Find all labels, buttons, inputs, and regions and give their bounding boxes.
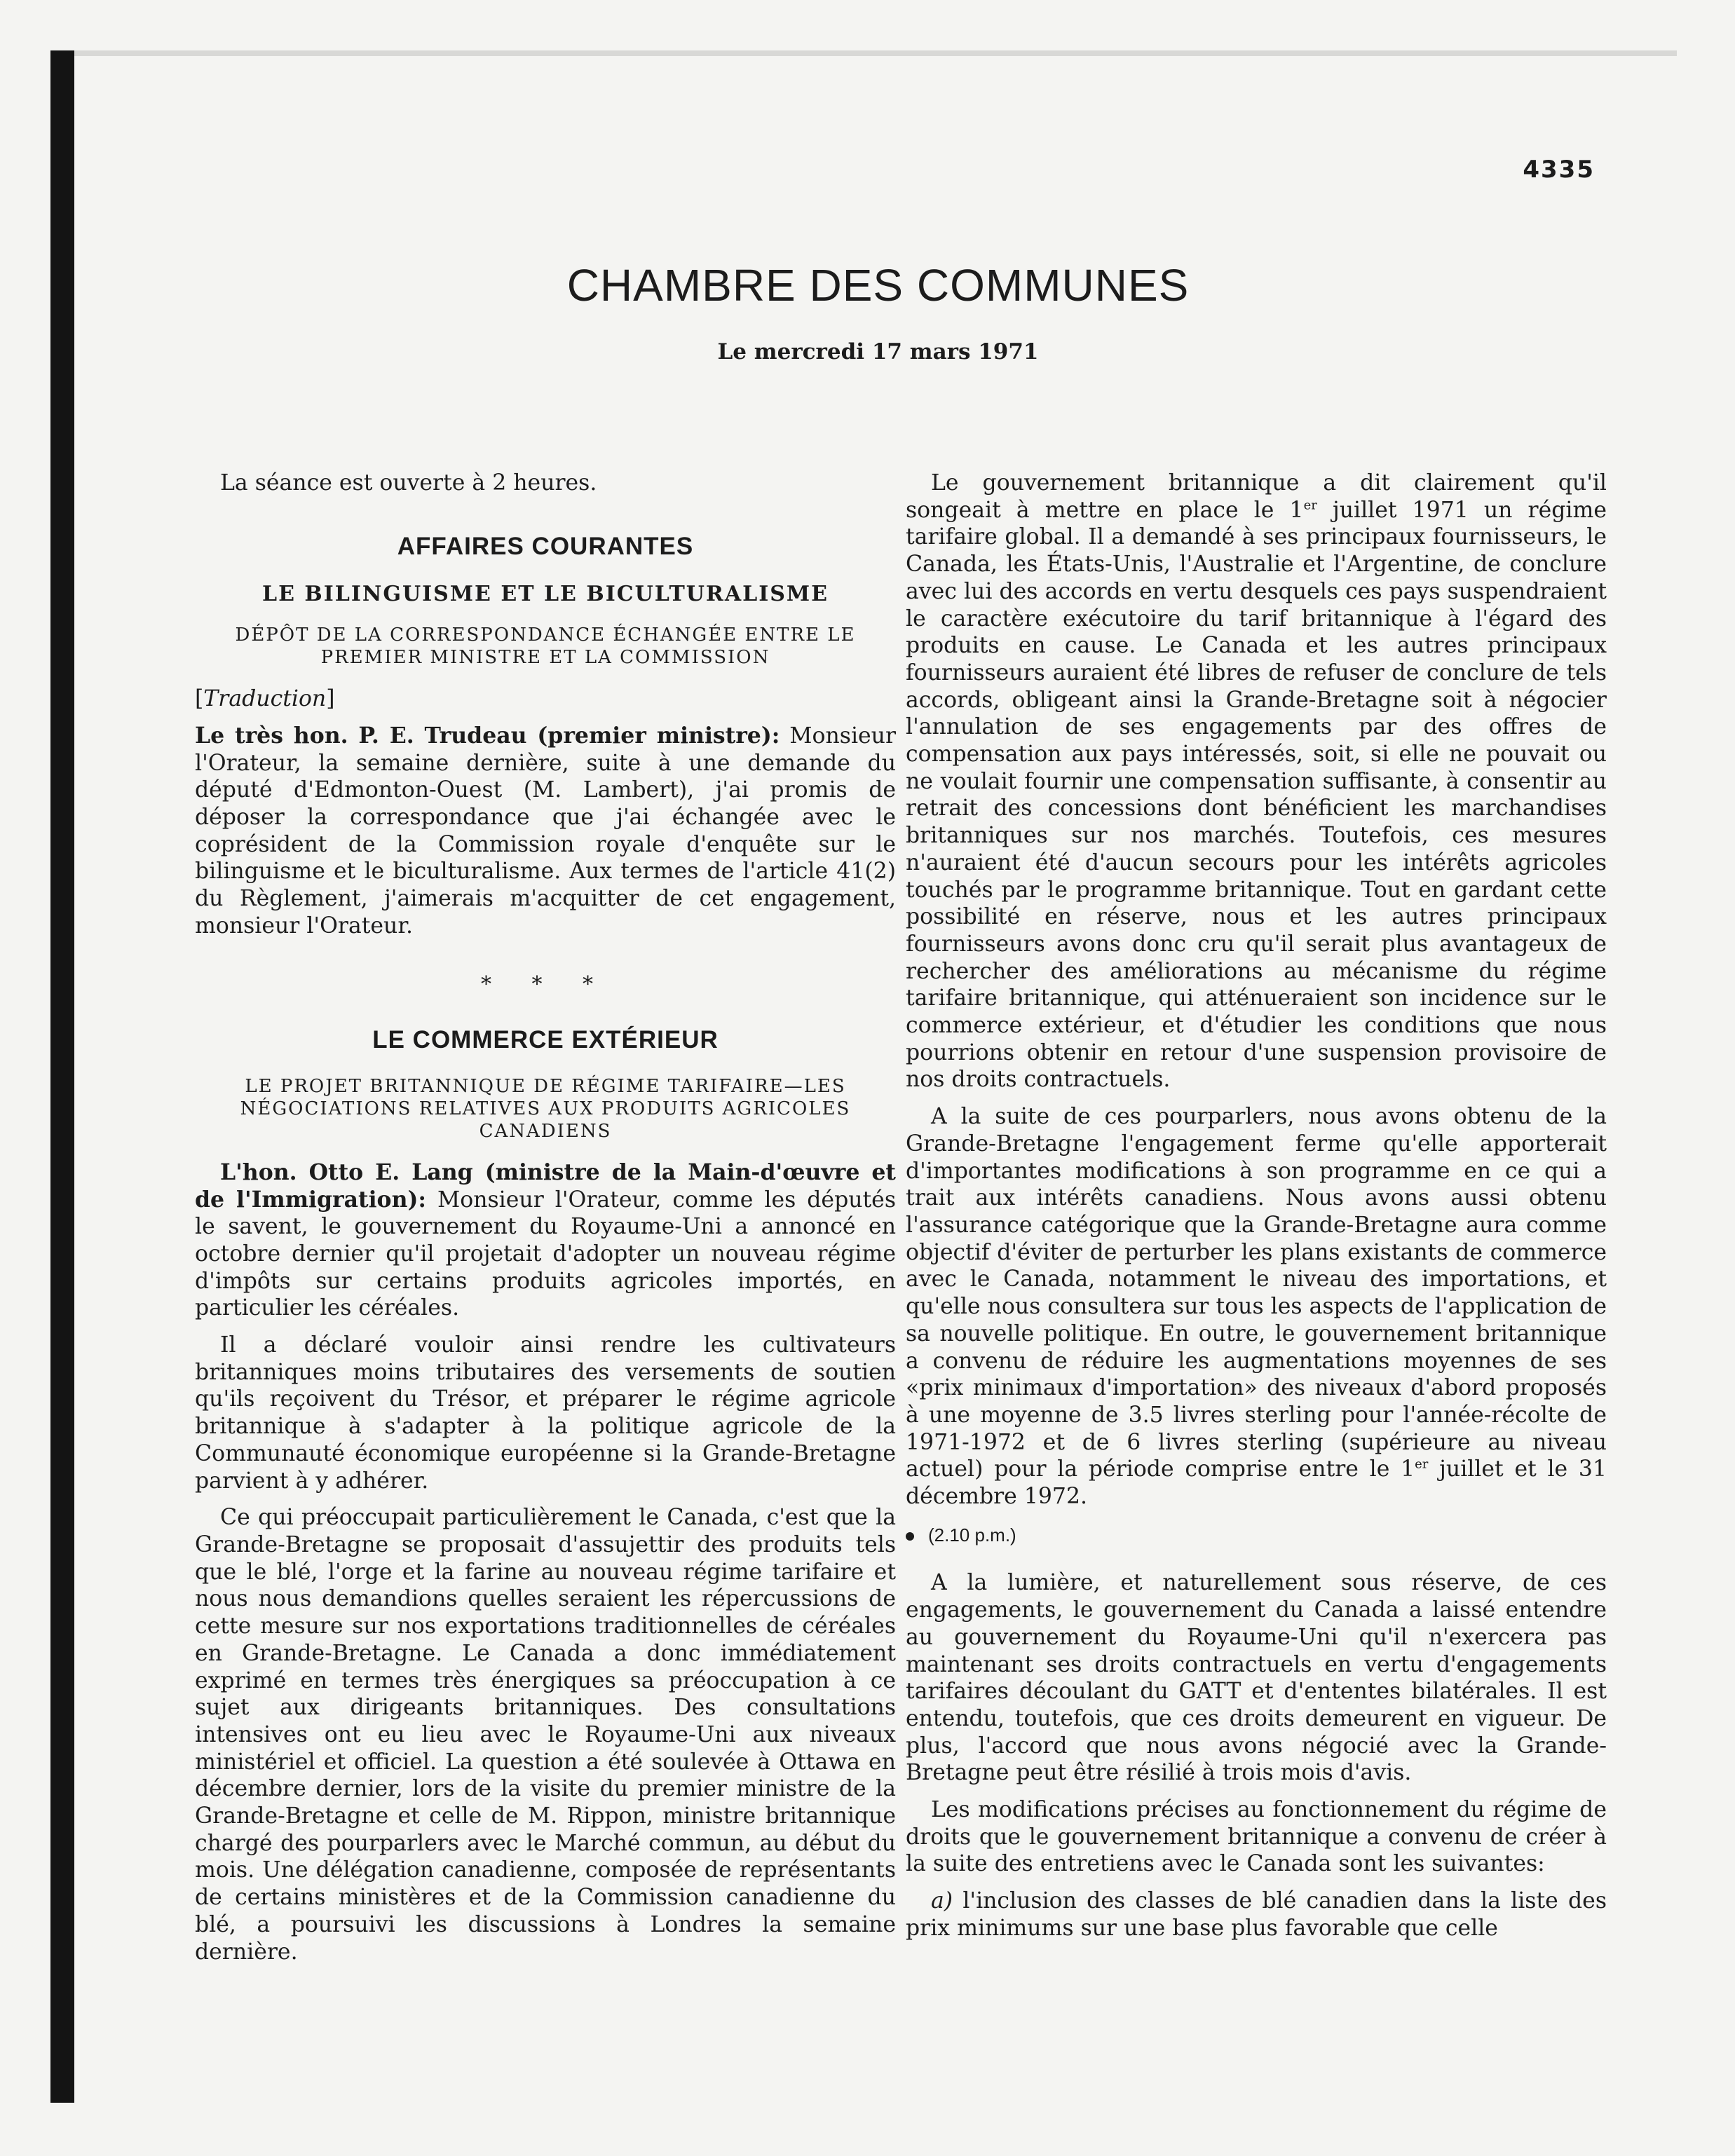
speech-trudeau	[195, 723, 896, 940]
paragraph-right-1-b: juillet 1971 un régime tarifaire global. Il a demandé à ses principaux fournisseurs, le Canada, les États-Unis, l'Australie et l'Argentine, de conclure avec lui des accords en vertu desquels ces pays suspendraient le caractère exécutoire du tarif britannique à l'égard des produits en cause. Le Canada et les autres principaux fournisseurs auraient été libres de refuser de conclure de tels accords, obligeant ainsi la Grande-Bretagne soit à négocier l'annulation de ses engagements par des offres de compensation aux pays intéressés, soit, si elle ne pouvait ou ne voulait fournir une compensation suffisante, à consentir au retrait des concessions dont bénéficient les marchandises britanniques sur nos marchés. Toutefois, ces mesures n'auraient été d'aucun secours pour les intérêts agricoles touchés par le programme britannique. Tout en gardant cette possibilité en réserve, nous et les autres principaux fournisseurs avons donc cru qu'il serait plus avantageux de rechercher des améliorations au mécanisme du régime tarifaire britannique, qui atténueraient son incidence sur le commerce extérieur, et d'étudier les conditions que nous pourrions obtenir en retour d'une suspension provisoire de nos droits contractuels.	[906, 497, 1607, 1093]
left-column	[195, 470, 896, 1965]
translation-word: Traduction	[203, 686, 327, 712]
section-heading-commerce-exterieur: LE COMMERCE EXTÉRIEUR	[372, 1026, 719, 1054]
speech-trudeau-text: Monsieur l'Orateur, la semaine dernière, suite à une demande du député d'Edmonton-Ouest (M. Lambert), j'ai promis de déposer la correspondance que j'ai échangée avec le coprésident de la Commission royale d'enquête sur le bilinguisme et le biculturalisme. Aux termes de l'article 41(2) du Règlement, j'aimerais m'acquitter de cet engagement, monsieur l'Orateur.	[195, 723, 897, 939]
masthead-title: CHAMBRE DES COMMUNES	[566, 260, 1190, 311]
translation-note	[195, 685, 896, 713]
speech-lang-text: Monsieur l'Orateur, comme les députés le savent, le gouvernement du Royaume-Uni a annoncé en octobre dernier qu'il projetait d'adopter un nouveau régime d'impôts sur certains produits agricoles importés, en particulier les céréales.	[195, 1187, 896, 1321]
speaker-trudeau: Le très hon. P. E. Trudeau (premier ministre):	[195, 722, 780, 749]
paragraph-right-2	[906, 1103, 1607, 1510]
list-item-a-label: a)	[931, 1888, 953, 1914]
subheading-projet-britannique: LE PROJET BRITANNIQUE DE RÉGIME TARIFAIRE—LES NÉGOCIATIONS RELATIVES AUX PRODUITS AGRICOLES CANADIENS	[240, 1075, 851, 1142]
paragraph-lang-2: Il a déclaré vouloir ainsi rendre les cultivateurs britanniques moins tributaires des versements de soutien qu'ils reçoivent du Trésor, et préparer le régime agricole britannique à s'adapter à la politique agricole de la Communauté économique européenne si la Grande-Bretagne parvient à y adhérer.	[195, 1332, 896, 1494]
scan-top-edge	[50, 50, 1677, 56]
timestamp	[906, 1522, 1607, 1549]
paragraph-right-3: A la lumière, et naturellement sous réserve, de ces engagements, le gouvernement du Canada a laissé entendre au gouvernement du Royaume-Uni qu'il n'exercera pas maintenant ses droits contractuels en vertu d'engagements tarifaires découlant du GATT et d'ententes bilatérales. Il est entendu, toutefois, que ces droits demeurent en vigueur. De plus, l'accord que nous avons négocié avec la Grande-Bretagne peut être résilié à trois mois d'avis.	[906, 1570, 1607, 1786]
speech-lang	[195, 1159, 896, 1322]
right-column	[906, 470, 1607, 1942]
list-item-a-text: l'inclusion des classes de blé canadien dans la liste des prix minimums sur une base plus favorable que celle	[906, 1888, 1607, 1941]
section-heading-affaires-courantes: AFFAIRES COURANTES	[397, 532, 694, 560]
masthead	[175, 259, 1581, 364]
bullet-icon	[906, 1532, 914, 1541]
bracket-open: [	[195, 686, 204, 712]
paragraph-right-2-b: juillet et le 31 décembre 1972.	[906, 1456, 1607, 1510]
sitting-date: Le mercredi 17 mars 1971	[717, 339, 1039, 364]
opening-line: La séance est ouverte à 2 heures.	[220, 470, 597, 496]
bracket-close: ]	[326, 686, 335, 712]
topic-heading-bilinguisme: LE BILINGUISME ET LE BICULTURALISME	[261, 582, 829, 607]
speaker-lang: L'hon. Otto E. Lang (ministre de la Main-d'œuvre et de l'Immigration):	[195, 1159, 896, 1213]
ordinal-sup: er	[1415, 1456, 1429, 1472]
list-item-a	[906, 1888, 1607, 1942]
page-number: 4335	[1523, 156, 1595, 184]
paragraph-right-1	[906, 470, 1607, 1093]
paragraph-lang-3: Ce qui préoccupait particulièrement le Canada, c'est que la Grande-Bretagne se proposait d'assujettir des produits tels que le blé, l'orge et la farine au nouveau régime tarifaire et nous nous demandions quelles seraient les répercussions de cette mesure sur nos exportations traditionnelles de céréales en Grande-Bretagne. Le Canada a donc immédiatement exprimé en termes très énergiques sa préoccupation à ce sujet aux dirigeants britanniques. Des consultations intensives ont eu lieu avec le Royaume-Uni aux niveaux ministériel et officiel. La question a été soulevée à Ottawa en décembre dernier, lors de la visite du premier ministre de la Grande-Bretagne et celle de M. Rippon, ministre britannique chargé des pourparlers avec le Marché commun, au début du mois. Une délégation canadienne, composée de représentants de certains ministères et de la Commission canadienne du blé, a poursuivi les discussions à Londres la semaine dernière.	[195, 1505, 896, 1965]
scan-binding-edge	[50, 50, 74, 2103]
timestamp-text: (2.10 p.m.)	[928, 1524, 1016, 1546]
ordinal-sup: er	[1303, 498, 1317, 513]
section-separator: * * *	[480, 972, 611, 997]
paragraph-right-2-a: A la suite de ces pourparlers, nous avons obtenu de la Grande-Bretagne l'engagement ferme qu'elle apporterait d'importantes modifications à son programme en ce qui a trait aux intérêts canadiens. Nous avons aussi obtenu l'assurance catégorique que la Grande-Bretagne aura comme objectif d'éviter de perturber les plans existants de commerce avec le Canada, notamment le niveau des importations, et qu'elle nous consultera sur tous les aspects de l'application de sa nouvelle politique. En outre, le gouvernement britannique a convenu de réduire les augmentations moyennes de ses «prix minimaux d'importation» des niveaux d'abord proposés à une moyenne de 3.5 livres sterling pour l'année-récolte de 1971-1972 et de 6 livres sterling (supérieure au niveau actuel) pour la période comprise entre le 1	[906, 1104, 1607, 1482]
subheading-depot-correspondance: DÉPÔT DE LA CORRESPONDANCE ÉCHANGÉE ENTRE LE PREMIER MINISTRE ET LA COMMISSION	[235, 625, 856, 669]
paragraph-right-1-a: Le gouvernement britannique a dit clairement qu'il songeait à mettre en place le 1	[906, 470, 1607, 523]
paragraph-right-4: Les modifications précises au fonctionnement du régime de droits que le gouvernement britannique a convenu de créer à la suite des entretiens avec le Canada sont les suivantes:	[906, 1797, 1607, 1877]
